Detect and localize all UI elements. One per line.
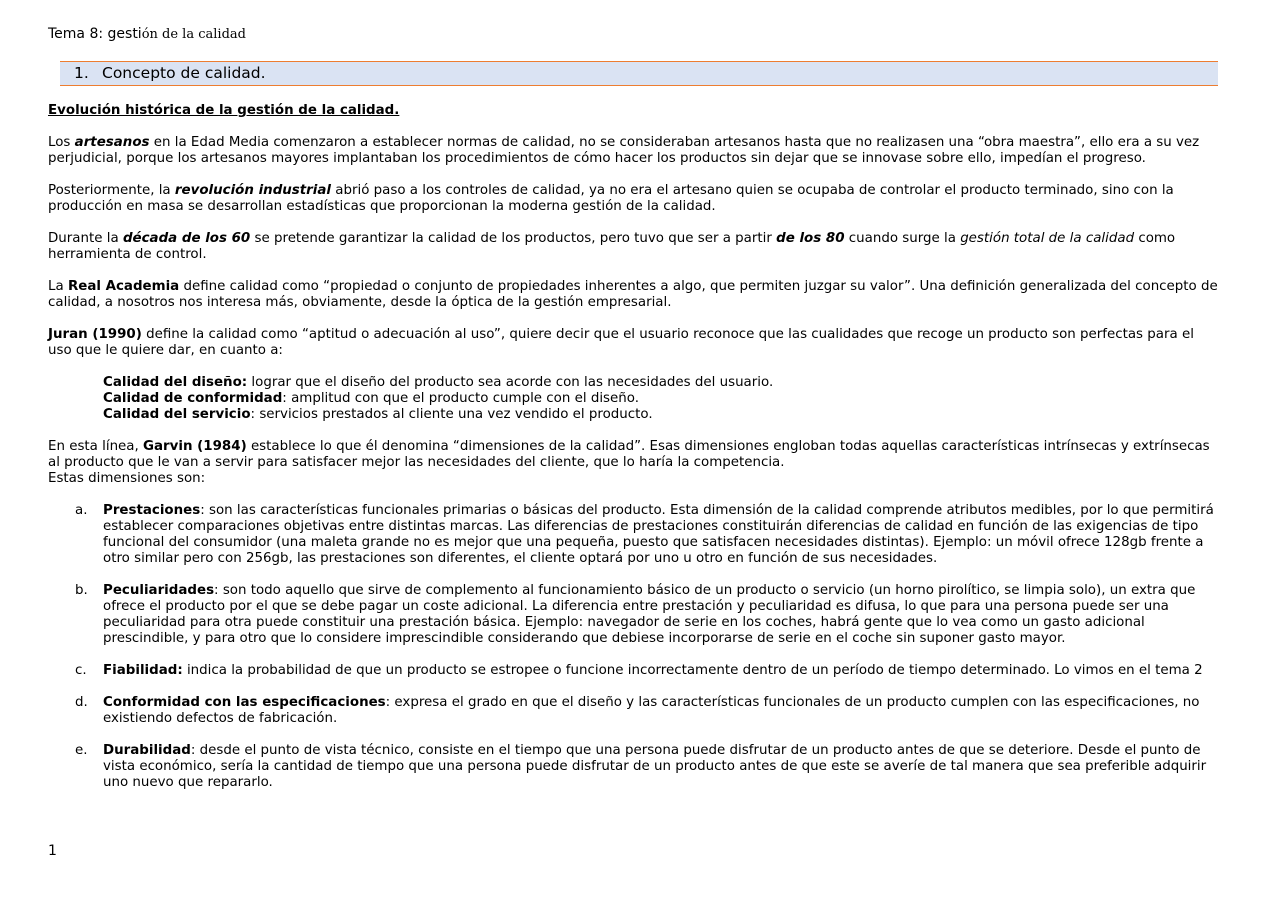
paragraph-real-academia — [48, 279, 1218, 311]
list-item — [48, 407, 1218, 423]
paragraph-decada — [48, 231, 1218, 263]
document-body — [48, 103, 1218, 807]
dim-bold: Peculiaridades — [103, 583, 215, 598]
p3-d: de los 80 — [776, 231, 845, 246]
header-prefix: Tema 8: gesti — [48, 26, 142, 42]
list-marker: d. — [75, 695, 88, 710]
p2-a: Posteriormente, la — [48, 183, 175, 198]
dim-bold: Conformidad con las especificaciones — [103, 695, 386, 710]
p2-c: abrió paso a los controles de calidad, ya no era el artesano quien se ocupaba de controlar el producto terminado, sino con la producción en masa se desarrollan estadísticas que proporcionan la moderna gestión de la calidad. — [48, 183, 1174, 214]
bullet-bold: Calidad del servicio — [103, 407, 251, 422]
dim-text: : desde el punto de vista técnico, consiste en el tiempo que una persona puede disfrutar de un producto antes de que se deteriore. Desde el punto de vista económico, sería la cantidad de tiempo que una persona puede disfrutar de un producto antes de que este se averíe de tal manera que sea preferible adquirir uno nuevo que repararlo. — [103, 743, 1207, 790]
header-rest: ón de la calidad — [141, 27, 246, 42]
paragraph-juran — [48, 327, 1218, 359]
p3-b: década de los 60 — [122, 231, 251, 246]
p3-g: como herramienta de control. — [48, 231, 1176, 262]
list-item — [48, 663, 1218, 679]
section-title-text: Concepto de calidad. — [102, 64, 266, 82]
section-heading — [60, 61, 1218, 86]
list-item — [48, 695, 1218, 727]
p5-c: define la calidad como “aptitud o adecuación al uso”, quiere decir que el usuario reconoce que las cualidades que recoge un producto son perfectas para el uso que le quiere dar, en cuanto a: — [48, 327, 1194, 358]
dim-text: : expresa el grado en que el diseño y las características funcionales de un producto cumplen con las especificaciones, no existiendo defectos de fabricación. — [103, 695, 1200, 726]
p4-b: Real Academia — [67, 279, 180, 294]
list-marker: e. — [75, 743, 88, 758]
page-number: 1 — [48, 843, 57, 859]
p4-a: La — [48, 279, 68, 294]
section-number: 1. — [74, 64, 89, 82]
list-item — [48, 743, 1218, 791]
dim-text: : son las características funcionales primarias o básicas del producto. Esta dimensión de la calidad comprende atributos medibles, por lo que permitirá establecer comparaciones objetivas entre distintas marcas. Las diferencias de prestaciones constituirán diferencias de calidad en función de las exigencias de tipo funcional del consumidor (una maleta grande no es mejor que una pequeña, puesto que satisfacen necesidades distintas). Ejemplo: un móvil ofrece 128gb frente a otro similar pero con 256gb, las prestaciones son diferentes, el cliente optará por uno u otro en función de sus necesidades. — [103, 503, 1214, 566]
paragraph-garvin — [48, 439, 1218, 487]
p6-d: Estas dimensiones son: — [48, 471, 206, 486]
p1-c: en la Edad Media comenzaron a establecer normas de calidad, no se consideraban artesanos hasta que no realizasen una “obra maestra”, ello era a su vez perjudicial, porque los artesanos mayores implantaban los procedimientos de cómo hacer los productos sin dejar que se innovase sobre ello, impedían el progreso. — [48, 135, 1200, 166]
bullet-text: lograr que el diseño del producto sea acorde con las necesidades del usuario. — [247, 375, 774, 390]
list-marker: b. — [75, 583, 88, 598]
list-item — [48, 503, 1218, 567]
p3-c: se pretende garantizar la calidad de los productos, pero tuvo que ser a partir — [250, 231, 777, 246]
subtitle — [48, 103, 1218, 119]
p5-b: Juran (1990) — [48, 327, 142, 342]
p2-b: revolución industrial — [174, 183, 331, 198]
paragraph-artesanos — [48, 135, 1218, 167]
bullet-bold: Calidad del diseño: — [103, 375, 248, 390]
list-item — [48, 375, 1218, 391]
list-marker: a. — [75, 503, 88, 518]
dim-bold: Durabilidad — [103, 743, 191, 758]
paragraph-revolucion — [48, 183, 1218, 215]
dim-text: indica la probabilidad de que un producto se estropee o funcione incorrectamente dentro de un período de tiempo determinado. Lo vimos en el tema 2 — [182, 663, 1203, 678]
dim-bold: Prestaciones — [103, 503, 201, 518]
p3-f: gestión total de la calidad — [960, 231, 1135, 246]
bullet-text: : servicios prestados al cliente una vez vendido el producto. — [250, 407, 653, 422]
p1-b: artesanos — [74, 135, 150, 150]
p6-c: establece lo que él denomina “dimensiones de la calidad”. Esas dimensiones engloban todas aquellas características intrínsecas y extrínsecas al producto que le van a servir para satisfacer mejor las necesidades del cliente, que lo haría la competencia. — [48, 439, 1210, 470]
page-header — [48, 26, 246, 42]
subtitle-text: Evolución histórica de la gestión de la calidad. — [48, 103, 400, 118]
list-item — [48, 391, 1218, 407]
dim-bold: Fiabilidad: — [103, 663, 183, 678]
p4-c: define calidad como “propiedad o conjunto de propiedades inherentes a algo, que permiten juzgar su valor”. Una definición generalizada del concepto de calidad, a nosotros nos interesa más, obviamente, desde la óptica de la gestión empresarial. — [48, 279, 1218, 310]
list-marker: c. — [75, 663, 87, 678]
bullet-bold: Calidad de conformidad — [103, 391, 283, 406]
dim-text: : son todo aquello que sirve de complemento al funcionamiento básico de un producto o servicio (un horno pirolítico, se limpia solo), un extra que ofrece el producto por el que se debe pagar un coste adicional. La diferencia entre prestación y peculiaridad es difusa, lo que para una persona puede ser una peculiaridad para otra puede constituir una prestación básica. Ejemplo: navegador de serie en los coches, habrá gente que lo vea como un gasto adicional prescindible, y para otro que lo considere imprescindible considerando que debiese incorporarse de serie en el coche sin suponer gasto mayor. — [103, 583, 1196, 646]
list-item — [48, 583, 1218, 647]
dimensions-list — [48, 503, 1218, 791]
quality-bullets — [48, 375, 1218, 423]
p3-e: cuando surge la — [844, 231, 961, 246]
p6-a: En esta línea, — [48, 439, 144, 454]
bullet-text: : amplitud con que el producto cumple con el diseño. — [282, 391, 639, 406]
p3-a: Durante la — [48, 231, 123, 246]
p1-a: Los — [48, 135, 75, 150]
p6-b: Garvin (1984) — [143, 439, 247, 454]
